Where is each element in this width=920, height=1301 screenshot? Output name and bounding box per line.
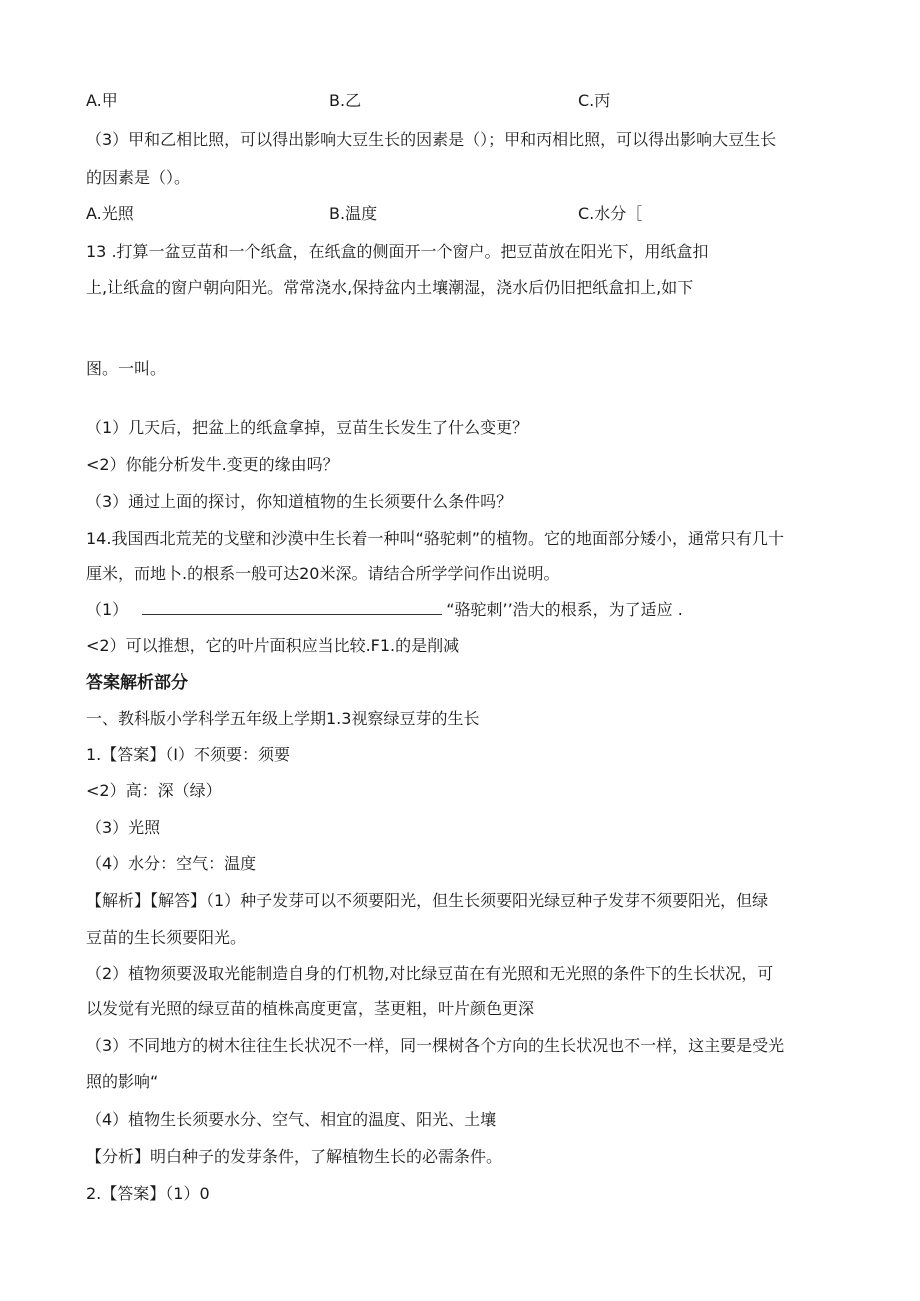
- option-b-temperature: B.温度: [329, 204, 378, 223]
- q13-sub1: （1）几天后，把盆上的纸盒拿掉，豆苗生长发生了什么变更？: [86, 418, 529, 437]
- answer-blank[interactable]: [142, 598, 442, 615]
- option-a-light: A.光照: [86, 204, 134, 223]
- analysis-3-line2: 照的影响“: [86, 1072, 159, 1091]
- q12-part3-line1: （3）甲和乙相比照，可以得出影响大豆生长的因素是（）；甲和丙相比照，可以得出影响大豆生长: [86, 130, 777, 149]
- analysis-3-line1: （3）不同地方的树木往往生长状况不一样，同一棵树各个方向的生长状况也不一样，这主要是受光: [86, 1036, 785, 1055]
- q14-sub1-text: “骆驼刺’’浩大的根系，为了适应 .: [446, 600, 683, 619]
- answers-heading: 答案解析部分: [86, 673, 188, 693]
- option-c-bing: C.丙: [578, 91, 611, 110]
- analysis-1-line1: 【解析】【解答】（1）种子发芽可以不须要阳光，但生长须要阳光绿豆种子发芽不须要阳光，但绿: [86, 891, 769, 910]
- answer-1-line3: （3）光照: [86, 818, 161, 837]
- analysis-1-line2: 豆苗的生长须要阳光。: [86, 928, 247, 947]
- analysis-2-line2: 以发觉有光照的绿豆苗的植株高度更富，茎更粗，叶片颜色更深: [86, 999, 535, 1018]
- option-a-jia: A.甲: [86, 91, 118, 110]
- q14-sub2: <2）可以推想，它的叶片面积应当比较.F1.的是削减: [86, 636, 460, 655]
- analysis-2-line1: （2）植物须要汲取光能制造自身的仃机物,对比绿豆苗在有光照和无光照的条件下的生长状况，可: [86, 964, 774, 983]
- analysis-4-line1: （4）植物生长须要水分、空气、相宜的温度、阳光、土壤: [86, 1110, 497, 1129]
- answer-2-line1: 2.【答案】（1）0: [86, 1184, 210, 1203]
- answer-1-line1: 1.【答案】（I）不须要：须要: [86, 745, 290, 764]
- q14-sub1: [86, 598, 683, 622]
- q13-line1: 13 .打算一盆豆苗和一个纸盒，在纸盒的侧面开一个窗户。把豆苗放在阳光下，用纸盒扣: [86, 242, 709, 261]
- q13-line3: 图。一叫。: [86, 359, 167, 378]
- option-c-water: C.水分［: [578, 204, 643, 223]
- q14-line1: 14.我国西北荒芜的戈壁和沙漠中生长着一种叫“骆驼刺”的植物。它的地面部分矮小，通常只有几十: [86, 529, 785, 548]
- q13-sub2: <2）你能分析发牛.变更的缘由吗？: [86, 455, 339, 474]
- q14-line2: 厘米，而地卜.的根系一般可达20米深。请结合所学学问作出说明。: [86, 564, 560, 583]
- answers-section-title: 一、教科版小学科学五年级上学期1.3视察绿豆芽的生长: [86, 709, 480, 728]
- answer-1-line2: <2）高：深（绿）: [86, 781, 222, 800]
- q12-part3-line2: 的因素是（）。: [86, 168, 191, 187]
- option-b-yi: B.乙: [329, 91, 362, 110]
- fenxi-1: 【分析】明白种子的发芽条件，了解植物生长的必需条件。: [86, 1147, 503, 1166]
- answer-1-line4: （4）水分：空气：温度: [86, 854, 257, 873]
- q13-line2: 上,让纸盒的窗户朝向阳光。常常浇水,保持盆内土壤潮湿，浇水后仍旧把纸盒扣上,如下: [86, 278, 694, 297]
- q13-sub3: （3）通过上面的探讨，你知道植物的生长须要什么条件吗？: [86, 492, 513, 511]
- q14-sub1-label: （1）: [86, 600, 129, 619]
